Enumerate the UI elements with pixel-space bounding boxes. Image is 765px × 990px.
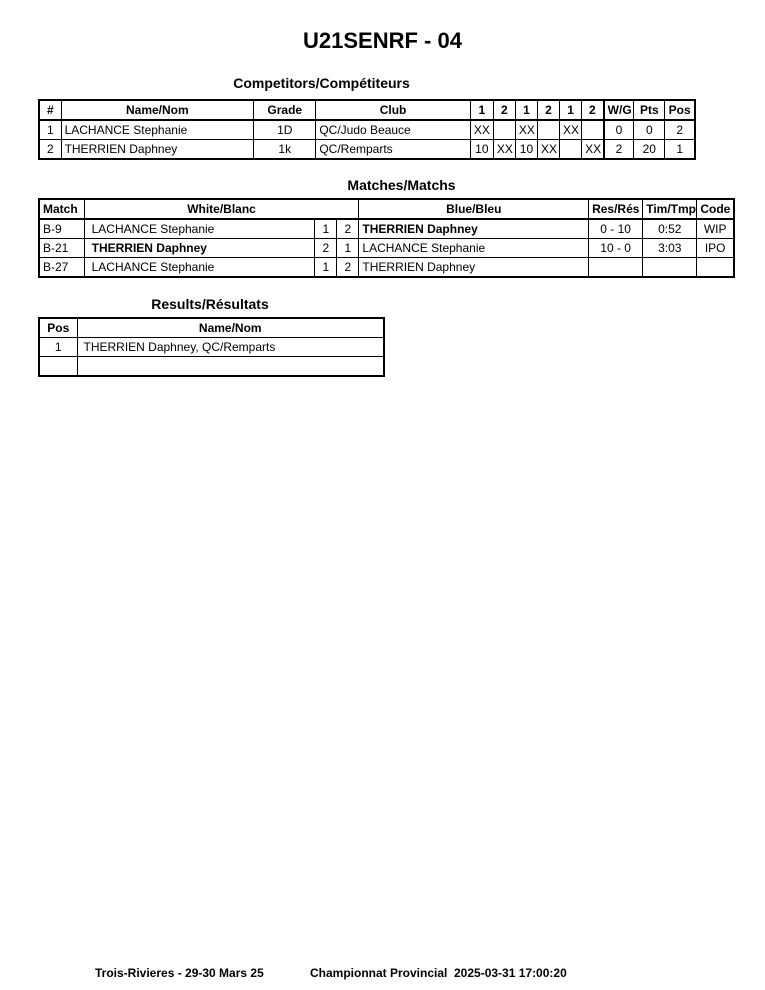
score-cell: XX (537, 140, 559, 160)
col-header-result-name: Name/Nom (77, 318, 384, 338)
match-code: IPO (697, 239, 734, 258)
score-cell (493, 120, 515, 140)
score-cell: 10 (470, 140, 493, 160)
results-heading: Results/Résultats (151, 296, 269, 312)
blue-competitor: THERRIEN Daphney (359, 219, 589, 239)
col-header-code: Code (697, 199, 734, 219)
col-header-number: # (39, 100, 61, 120)
competitor-number: 2 (39, 140, 61, 160)
match-code: WIP (697, 219, 734, 239)
competitor-club: QC/Judo Beauce (316, 120, 470, 140)
col-header-score-2: 2 (493, 100, 515, 120)
competitors-table (38, 99, 696, 160)
match-id: B-9 (39, 219, 84, 239)
white-competitor: LACHANCE Stephanie (84, 219, 315, 239)
footer-event: Championnat Provincial (310, 966, 448, 980)
match-time (643, 258, 697, 278)
col-header-position: Pos (665, 100, 695, 120)
matches-table (38, 198, 735, 278)
white-competitor: THERRIEN Daphney (84, 239, 315, 258)
competitor-points: 0 (634, 120, 665, 140)
match-id: B-27 (39, 258, 84, 278)
score-cell: XX (560, 120, 582, 140)
blue-number: 2 (337, 219, 359, 239)
competitor-club: QC/Remparts (316, 140, 470, 160)
competitor-grade: 1D (254, 120, 316, 140)
match-id: B-21 (39, 239, 84, 258)
matches-heading: Matches/Matchs (347, 177, 456, 193)
competitor-name: THERRIEN Daphney (61, 140, 254, 160)
col-header-club: Club (316, 100, 470, 120)
competitor-row (39, 120, 695, 140)
competitor-position: 1 (665, 140, 695, 160)
competitor-grade: 1k (254, 140, 316, 160)
matches-header-row (39, 199, 734, 219)
competitor-points: 20 (634, 140, 665, 160)
white-number: 1 (315, 258, 337, 278)
blue-competitor: THERRIEN Daphney (359, 258, 589, 278)
blue-number: 2 (337, 258, 359, 278)
competitor-name: LACHANCE Stephanie (61, 120, 254, 140)
match-row (39, 239, 734, 258)
col-header-result: Res/Rés (589, 199, 643, 219)
result-row (39, 357, 384, 377)
score-cell (582, 120, 604, 140)
score-cell: XX (470, 120, 493, 140)
match-result (589, 258, 643, 278)
result-name (77, 357, 384, 377)
competitor-number: 1 (39, 120, 61, 140)
col-header-wins: W/G (604, 100, 634, 120)
score-cell (560, 140, 582, 160)
competitor-wins: 0 (604, 120, 634, 140)
col-header-grade: Grade (254, 100, 316, 120)
col-header-score-6: 2 (582, 100, 604, 120)
competitors-header-row (39, 100, 695, 120)
result-row (39, 338, 384, 357)
match-code (697, 258, 734, 278)
blue-competitor: LACHANCE Stephanie (359, 239, 589, 258)
results-header-row (39, 318, 384, 338)
score-cell: XX (493, 140, 515, 160)
competitors-heading: Competitors/Compétiteurs (233, 75, 410, 91)
match-result: 10 - 0 (589, 239, 643, 258)
score-cell (537, 120, 559, 140)
footer-location: Trois-Rivieres - 29-30 Mars 25 (95, 966, 264, 980)
col-header-points: Pts (634, 100, 665, 120)
competitor-position: 2 (665, 120, 695, 140)
match-row (39, 258, 734, 278)
col-header-match: Match (39, 199, 84, 219)
score-cell: 10 (515, 140, 537, 160)
footer-timestamp: 2025-03-31 17:00:20 (454, 966, 567, 980)
match-row (39, 219, 734, 239)
white-number: 1 (315, 219, 337, 239)
col-header-score-4: 2 (537, 100, 559, 120)
col-header-name: Name/Nom (61, 100, 254, 120)
competitor-row (39, 140, 695, 160)
col-header-time: Tim/Tmp (643, 199, 697, 219)
score-cell: XX (582, 140, 604, 160)
col-header-blue: Blue/Bleu (359, 199, 589, 219)
match-time: 3:03 (643, 239, 697, 258)
col-header-result-position: Pos (39, 318, 77, 338)
score-cell: XX (515, 120, 537, 140)
result-name: THERRIEN Daphney, QC/Remparts (77, 338, 384, 357)
white-competitor: LACHANCE Stephanie (84, 258, 315, 278)
competitor-wins: 2 (604, 140, 634, 160)
col-header-score-1: 1 (470, 100, 493, 120)
col-header-score-5: 1 (560, 100, 582, 120)
col-header-score-3: 1 (515, 100, 537, 120)
match-result: 0 - 10 (589, 219, 643, 239)
blue-number: 1 (337, 239, 359, 258)
page-title: U21SENRF - 04 (303, 28, 462, 53)
white-number: 2 (315, 239, 337, 258)
result-position: 1 (39, 338, 77, 357)
match-time: 0:52 (643, 219, 697, 239)
col-header-white: White/Blanc (84, 199, 359, 219)
result-position (39, 357, 77, 377)
results-table (38, 317, 385, 377)
